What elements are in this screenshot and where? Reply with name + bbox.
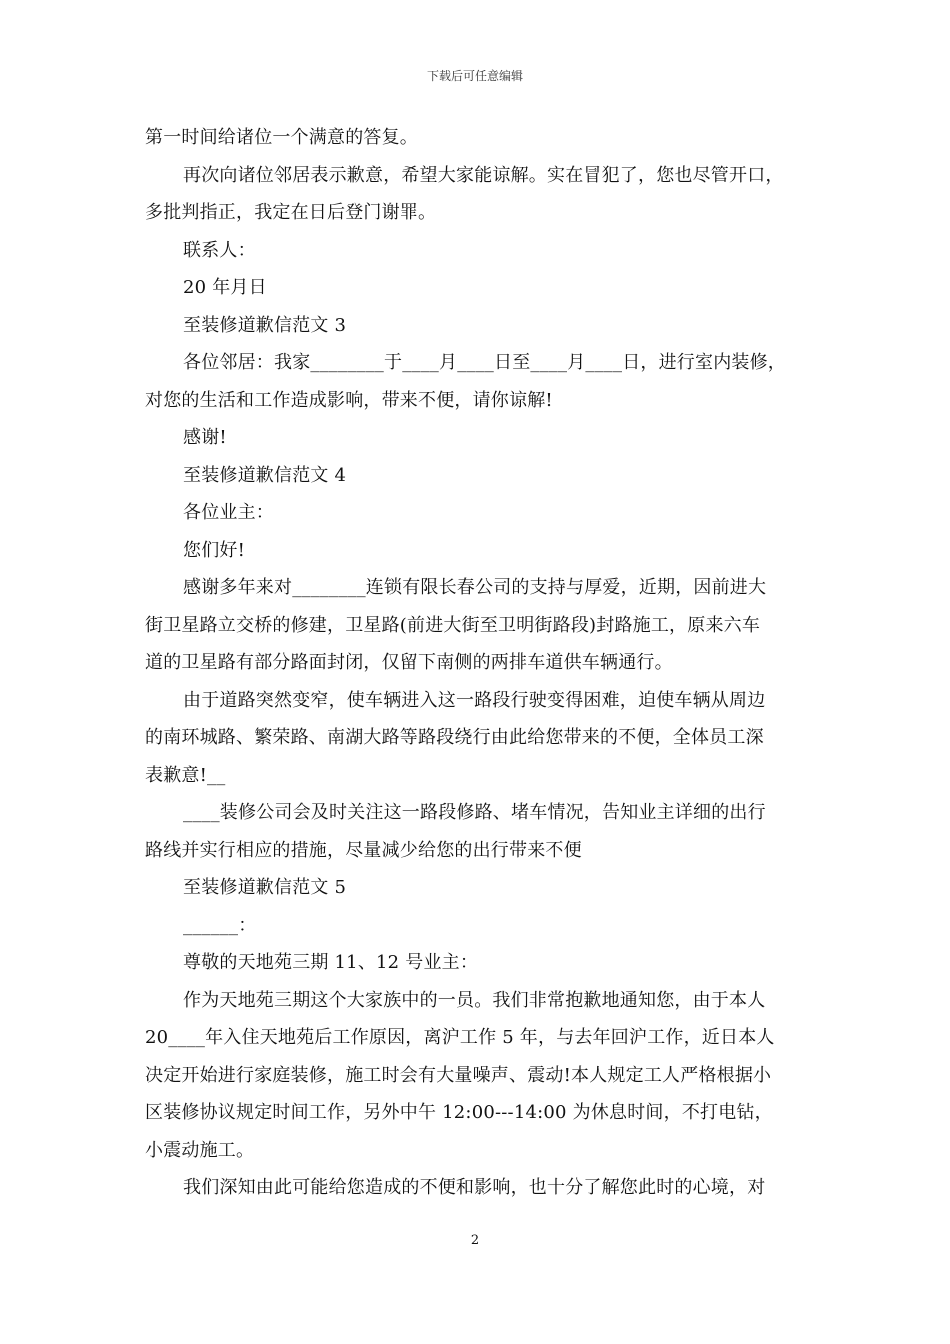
text-line: 联系人： bbox=[183, 240, 256, 261]
text-line: 对您的生活和工作造成影响，带来不便，请你谅解! bbox=[145, 390, 553, 411]
text-line: 您们好! bbox=[183, 540, 246, 561]
text-line: 我们深知由此可能给您造成的不便和影响，也十分了解您此时的心境，对 bbox=[183, 1177, 766, 1198]
text-line: ______： bbox=[183, 915, 257, 936]
text-line: 各位业主： bbox=[183, 502, 274, 523]
text-line: 决定开始进行家庭装修，施工时会有大量噪声、震动!本人规定工人严格根据小 bbox=[145, 1065, 772, 1086]
text-line: 路线并实行相应的措施，尽量减少给您的出行带来不便 bbox=[145, 840, 582, 861]
text-line: 多批判指正，我定在日后登门谢罪。 bbox=[145, 202, 437, 223]
section-heading: 至装修道歉信范文 4 bbox=[183, 465, 347, 486]
text-line: 表歉意!__ bbox=[145, 765, 226, 786]
page-header: 下载后可任意编辑 bbox=[426, 69, 523, 83]
text-line: 再次向诸位邻居表示歉意，希望大家能谅解。实在冒犯了，您也尽管开口， bbox=[183, 165, 784, 186]
text-line: 20 年月日 bbox=[183, 277, 267, 298]
text-line: 的南环城路、繁荣路、南湖大路等路段绕行由此给您带来的不便，全体员工深 bbox=[145, 727, 764, 748]
text-line: 感谢! bbox=[183, 427, 227, 448]
text-line: 由于道路突然变窄，使车辆进入这一路段行驶变得困难，迫使车辆从周边 bbox=[183, 690, 766, 711]
text-line: 尊敬的天地苑三期 11、12 号业主： bbox=[183, 952, 479, 973]
text-line: 第一时间给诸位一个满意的答复。 bbox=[145, 127, 418, 148]
section-heading: 至装修道歉信范文 5 bbox=[183, 877, 347, 898]
page-number: 2 bbox=[470, 1233, 480, 1248]
text-line: 20____年入住天地苑后工作原因，离沪工作 5 年，与去年回沪工作，近日本人 bbox=[145, 1027, 775, 1048]
text-line: 街卫星路立交桥的修建，卫星路(前进大街至卫明街路段)封路施工，原来六车 bbox=[145, 615, 761, 636]
text-line: 作为天地苑三期这个大家族中的一员。我们非常抱歉地通知您，由于本人 bbox=[183, 990, 766, 1011]
text-line: 各位邻居：我家________于____月____日至____月____日，进行室内装修， bbox=[183, 352, 786, 373]
text-line: 小震动施工。 bbox=[145, 1140, 255, 1161]
text-line: 区装修协议规定时间工作，另外中午 12:00---14:00 为休息时间，不打电钻， bbox=[145, 1102, 773, 1123]
text-line: 道的卫星路有部分路面封闭，仅留下南侧的两排车道供车辆通行。 bbox=[145, 652, 673, 673]
text-line: 感谢多年来对________连锁有限长春公司的支持与厚爱，近期，因前进大 bbox=[183, 577, 767, 598]
text-line: ____装修公司会及时关注这一路段修路、堵车情况，告知业主详细的出行 bbox=[183, 802, 766, 823]
section-heading: 至装修道歉信范文 3 bbox=[183, 315, 347, 336]
